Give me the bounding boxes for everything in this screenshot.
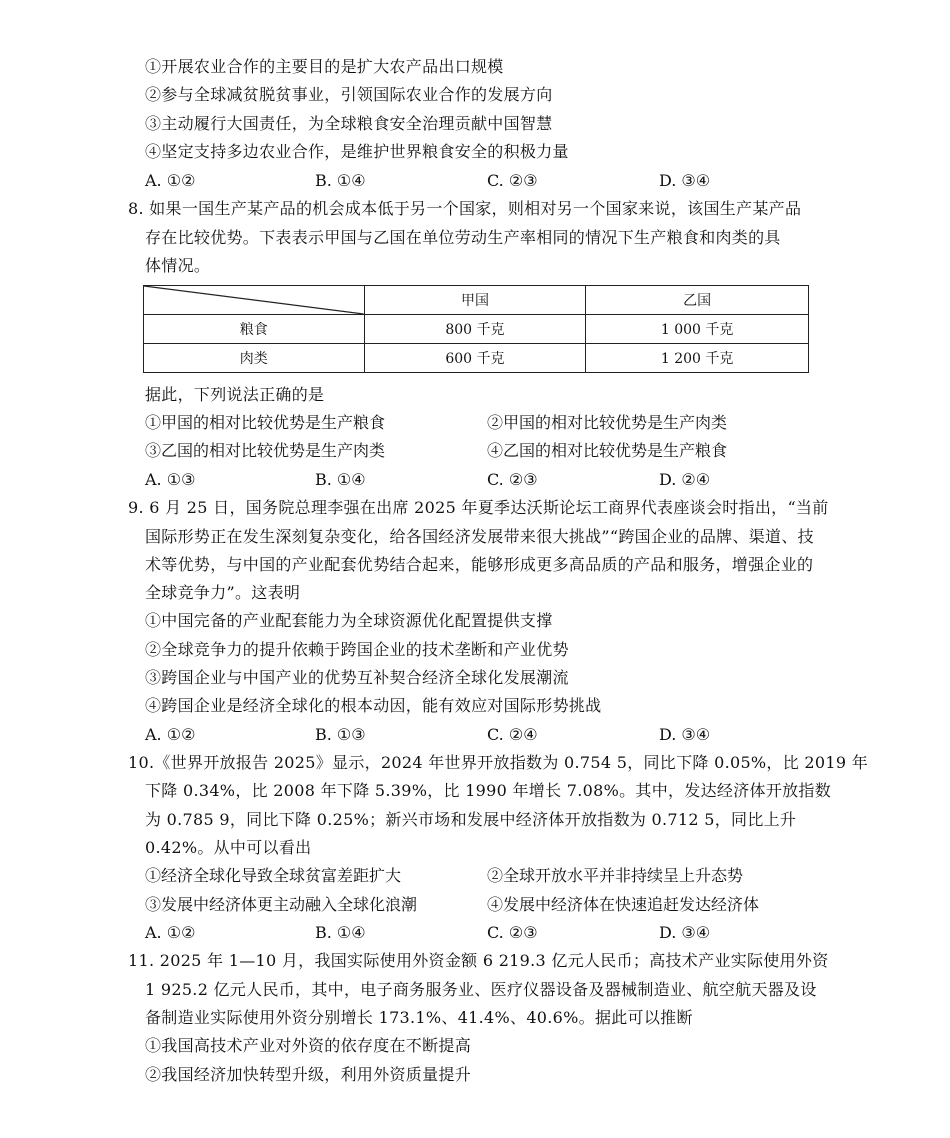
- q9-item-4: ④跨国企业是经济全球化的根本动因，能有效应对国际形势挑战: [145, 696, 602, 715]
- header-country-a: 甲国: [364, 286, 586, 315]
- q11-stem-line-3: 备制造业实际使用外资分别增长 173.1%、41.4%、40.6%。据此可以推断: [145, 1008, 693, 1027]
- option-c: C. ②③: [487, 923, 538, 942]
- q8-item-2: ②甲国的相对比较优势是生产肉类: [487, 413, 728, 432]
- q10-stem-line-2: 下降 0.34%，比 2008 年下降 5.39%，比 1990 年增长 7.08%。其中，发达经济体开放指数: [145, 781, 832, 800]
- cell-a-grain: 800 千克: [364, 315, 586, 344]
- option-c: C. ②③: [487, 171, 538, 190]
- cell-b-grain: 1 000 千克: [586, 315, 809, 344]
- table-header-row: [144, 286, 809, 315]
- q7-item-4: ④坚定支持多边农业合作，是维护世界粮食安全的积极力量: [145, 142, 569, 161]
- q7-item-3: ③主动履行大国责任，为全球粮食安全治理贡献中国智慧: [145, 114, 553, 133]
- cell-a-meat: 600 千克: [364, 344, 586, 373]
- diagonal-line: [144, 286, 364, 314]
- q9-stem-line-3: 术等优势，与中国的产业配套优势结合起来，能够形成更多高品质的产品和服务，增强企业的: [145, 555, 814, 574]
- q8-stem-line-3: 体情况。: [145, 256, 211, 275]
- q11-stem-line-2: 1 925.2 亿元人民币，其中，电子商务服务业、医疗仪器设备及器械制造业、航空航天器及设: [145, 980, 817, 999]
- q9-item-2: ②全球竞争力的提升依赖于跨国企业的技术垄断和产业优势: [145, 640, 569, 659]
- q8-items-row-2: [0, 441, 950, 461]
- q10-stem-line-3: 为 0.785 9，同比下降 0.25%；新兴市场和发展中经济体开放指数为 0.712 5，同比上升: [145, 810, 797, 829]
- q11-item-2: ②我国经济加快转型升级，利用外资质量提升: [145, 1065, 472, 1084]
- production-table: [143, 285, 809, 373]
- option-c: C. ②③: [487, 470, 538, 489]
- q8-options: [0, 470, 950, 490]
- option-d: D. ③④: [659, 923, 711, 942]
- option-c: C. ②④: [487, 725, 538, 744]
- q10-options: [0, 923, 950, 943]
- row-label-grain: 粮食: [144, 315, 365, 344]
- q8-stem-line-2: 存在比较优势。下表表示甲国与乙国在单位劳动生产率相同的情况下生产粮食和肉类的具: [145, 228, 781, 247]
- header-country-b: 乙国: [586, 286, 809, 315]
- option-b: B. ①③: [315, 725, 366, 744]
- q10-stem-line-4: 0.42%。从中可以看出: [145, 838, 312, 857]
- table-row: [144, 315, 809, 344]
- q8-stem-line-1: 8. 如果一国生产某产品的机会成本低于另一个国家，则相对另一个国家来说，该国生产某产品: [128, 199, 802, 218]
- table-corner-cell: [144, 286, 365, 315]
- option-d: D. ③④: [659, 171, 711, 190]
- q9-item-3: ③跨国企业与中国产业的优势互补契合经济全球化发展潮流: [145, 668, 569, 687]
- q10-items-row-1: [0, 866, 950, 886]
- q8-items-row-1: [0, 413, 950, 433]
- q9-stem-line-1: 9. 6 月 25 日，国务院总理李强在出席 2025 年夏季达沃斯论坛工商界代表座谈会时指出，“当前: [128, 498, 829, 517]
- q7-item-2: ②参与全球减贫脱贫事业，引领国际农业合作的发展方向: [145, 85, 553, 104]
- q9-item-1: ①中国完备的产业配套能力为全球资源优化配置提供支撑: [145, 611, 553, 630]
- option-b: B. ①④: [315, 171, 366, 190]
- q8-lead: 据此，下列说法正确的是: [145, 385, 325, 404]
- q7-item-1: ①开展农业合作的主要目的是扩大农产品出口规模: [145, 57, 504, 76]
- q8-item-4: ④乙国的相对比较优势是生产粮食: [487, 441, 728, 460]
- option-a: A. ①②: [145, 725, 196, 744]
- q9-stem-line-4: 全球竞争力”。这表明: [145, 583, 301, 602]
- q8-item-1: ①甲国的相对比较优势是生产粮食: [145, 413, 386, 432]
- option-b: B. ①④: [315, 923, 366, 942]
- q10-item-2: ②全球开放水平并非持续呈上升态势: [487, 866, 744, 885]
- q11-stem-line-1: 11. 2025 年 1—10 月，我国实际使用外资金额 6 219.3 亿元人民币；高技术产业实际使用外资: [128, 951, 829, 970]
- q11-item-1: ①我国高技术产业对外资的依存度在不断提高: [145, 1036, 472, 1055]
- table-row: [144, 344, 809, 373]
- q7-options: [0, 171, 950, 191]
- q9-stem-line-2: 国际形势正在发生深刻复杂变化，给各国经济发展带来很大挑战”“跨国企业的品牌、渠道、技: [145, 527, 814, 546]
- option-a: A. ①③: [145, 470, 196, 489]
- option-b: B. ①④: [315, 470, 366, 489]
- q10-stem-line-1: 10.《世界开放报告 2025》显示，2024 年世界开放指数为 0.754 5，同比下降 0.05%，比 2019 年: [128, 753, 869, 772]
- q10-item-4: ④发展中经济体在快速追赶发达经济体: [487, 895, 760, 914]
- option-d: D. ③④: [659, 725, 711, 744]
- option-a: A. ①②: [145, 171, 196, 190]
- cell-b-meat: 1 200 千克: [586, 344, 809, 373]
- q8-item-3: ③乙国的相对比较优势是生产肉类: [145, 441, 386, 460]
- q10-item-1: ①经济全球化导致全球贫富差距扩大: [145, 866, 402, 885]
- option-d: D. ②④: [659, 470, 711, 489]
- q10-items-row-2: [0, 895, 950, 915]
- q9-options: [0, 725, 950, 745]
- q10-item-3: ③发展中经济体更主动融入全球化浪潮: [145, 895, 418, 914]
- option-a: A. ①②: [145, 923, 196, 942]
- row-label-meat: 肉类: [144, 344, 365, 373]
